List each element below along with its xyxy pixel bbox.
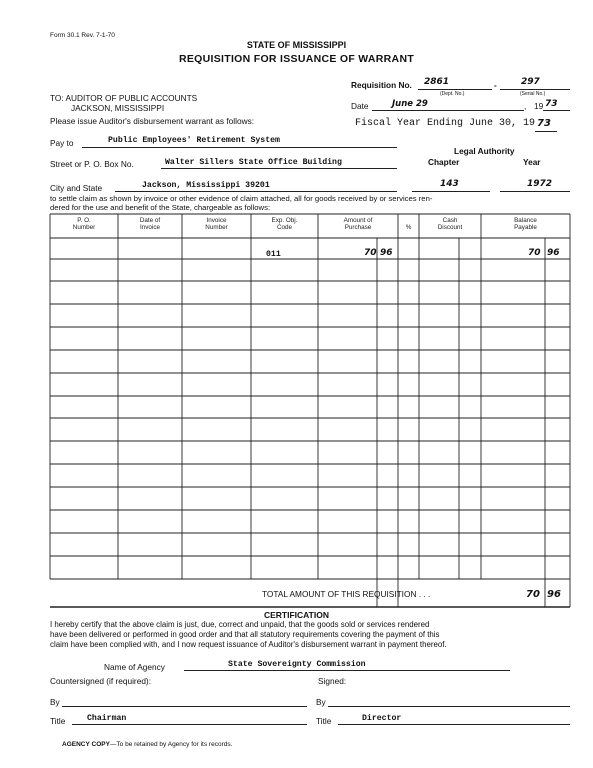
agency-copy-text: —To be retained by Agency for its records. <box>109 741 233 748</box>
date-year-prefix: 19 <box>534 101 544 111</box>
by-label-left: By <box>50 697 60 707</box>
by-label-right: By <box>316 697 326 707</box>
total-dollars[interactable]: 70 <box>526 589 540 600</box>
year-label: Year <box>523 157 541 167</box>
street-label: Street or P. O. Box No. <box>50 159 134 169</box>
street-value[interactable]: Walter Sillers State Office Building <box>165 158 342 167</box>
requisition-dept-no[interactable]: 2861 <box>424 77 450 87</box>
row1-amount-dollars[interactable]: 70 <box>364 248 377 258</box>
agency-copy-label: AGENCY COPY <box>62 741 110 748</box>
col-po-number: P. O. Number <box>72 217 96 231</box>
row1-exp-code[interactable]: 011 <box>266 250 281 259</box>
row1-amount-cents[interactable]: 96 <box>380 248 393 258</box>
date-comma: , <box>524 101 527 111</box>
col-exp-obj-code: Exp. Obj. Code <box>271 217 298 231</box>
agency-line <box>184 670 510 671</box>
row1-balance-cents[interactable]: 96 <box>547 248 560 258</box>
legal-authority-title: Legal Authority <box>454 146 515 156</box>
chapter-label: Chapter <box>428 157 460 167</box>
fiscal-year-label: Fiscal Year Ending June 30, 19 <box>355 118 536 129</box>
title-label-right: Title <box>316 716 332 726</box>
city-state-label: City and State <box>50 183 103 193</box>
dept-no-caption: (Dept. No.) <box>440 91 465 97</box>
agency-value[interactable]: State Sovereignty Commission <box>228 660 366 669</box>
to-instruction: Please issue Auditor's disbursement warrant as follows: <box>50 116 255 126</box>
total-cents[interactable]: 96 <box>547 589 561 600</box>
title-label-left: Title <box>50 716 66 726</box>
by-line-left[interactable] <box>62 706 307 707</box>
city-state-value[interactable]: Jackson, Mississippi 39201 <box>142 181 270 190</box>
serial-no-caption: (Serial No.) <box>520 91 546 97</box>
col-percent: % <box>405 224 412 231</box>
claim-text-line1: to settle claim as shown by invoice or other evidence of claim attached, all for goods received by or services ren- <box>50 194 433 203</box>
pay-to-label: Pay to <box>50 138 74 148</box>
title-line-left <box>72 724 307 725</box>
col-cash-discount: Cash Discount <box>437 217 463 231</box>
to-city: JACKSON, MISSISSIPPI <box>71 103 165 113</box>
claim-text-line2: dered for the use and benefit of the State, chargeable as follows: <box>50 203 271 212</box>
chapter-value[interactable]: 143 <box>440 179 459 189</box>
total-label: TOTAL AMOUNT OF THIS REQUISITION . . . <box>262 589 431 599</box>
by-line-right[interactable] <box>328 706 570 707</box>
signed-label: Signed: <box>318 676 347 686</box>
date-value[interactable]: June 29 <box>392 99 428 109</box>
requisition-dash: - <box>494 80 497 90</box>
footer-note <box>62 741 232 748</box>
state-heading: STATE OF MISSISSIPPI <box>246 40 347 50</box>
requisition-label: Requisition No. <box>351 80 412 90</box>
form-title: REQUISITION FOR ISSUANCE OF WARRANT <box>178 53 415 65</box>
certification-line1: I hereby certify that the above claim is just, due, correct and unpaid, that the goods sold or services rendered <box>50 620 430 629</box>
year-value[interactable]: 1972 <box>527 179 553 189</box>
form-number: Form 30.1 Rev. 7-1-70 <box>50 32 115 39</box>
certification-title: CERTIFICATION <box>263 610 329 620</box>
col-date-of-invoice: Date of Invoice <box>139 217 161 231</box>
row1-balance-dollars[interactable]: 70 <box>528 248 541 258</box>
certification-line3: claim have been complied with, and I now request issuance of Auditor's disbursement warrant in payment thereof. <box>50 640 447 649</box>
fiscal-year-value[interactable]: 73 <box>537 118 551 129</box>
countersigned-label: Countersigned (if required): <box>50 676 151 686</box>
certification-line2: have been delivered or performed in good order and that all statutory requirements covering the payment of this <box>50 630 440 639</box>
agency-label: Name of Agency <box>104 662 165 672</box>
col-invoice-number: Invoice Number <box>205 217 228 231</box>
date-year-value[interactable]: 73 <box>545 99 558 109</box>
pay-to-value[interactable]: Public Employees' Retirement System <box>108 136 280 145</box>
col-balance-payable: Balance Payable <box>514 217 537 231</box>
title-line-right <box>338 724 570 725</box>
col-amount-of-purchase: Amount of Purchase <box>343 217 373 231</box>
date-label: Date <box>351 101 369 111</box>
to-auditor: TO: AUDITOR OF PUBLIC ACCOUNTS <box>50 93 198 103</box>
title-value-right[interactable]: Director <box>362 714 402 723</box>
title-value-left[interactable]: Chairman <box>87 714 127 723</box>
requisition-serial-no[interactable]: 297 <box>521 77 540 87</box>
